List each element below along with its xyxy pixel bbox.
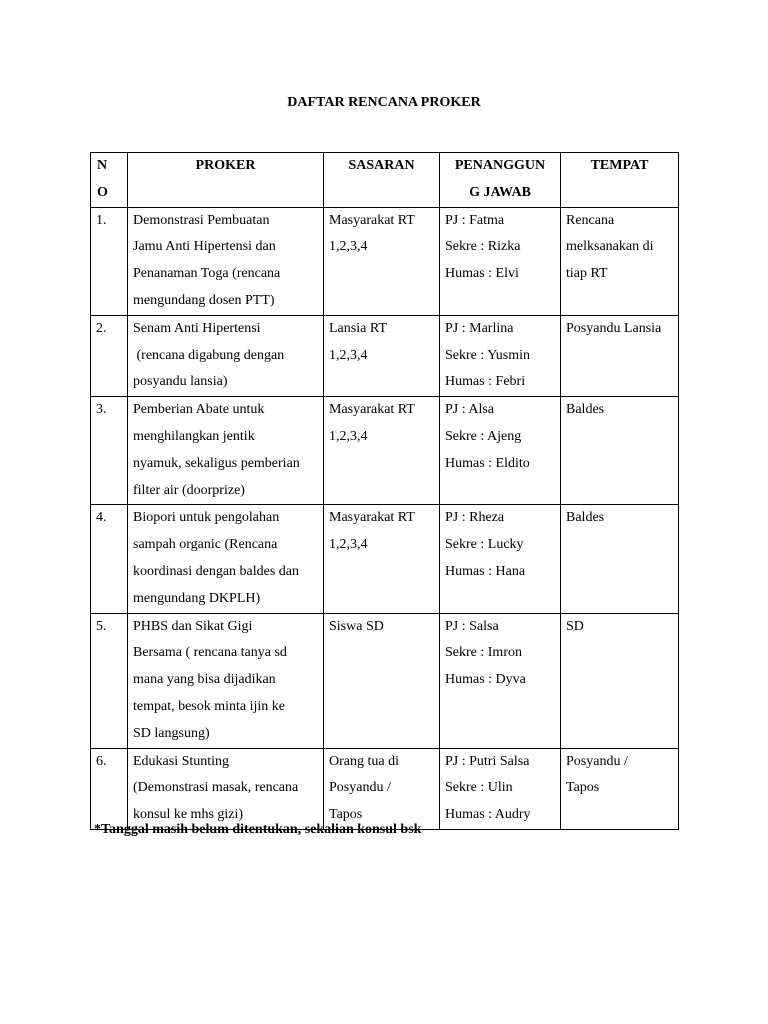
cell-penanggung-jawab <box>440 613 561 748</box>
cell-penanggung-jawab-line: PJ : Fatma <box>445 212 505 228</box>
cell-proker <box>128 315 324 396</box>
cell-sasaran-line: Masyarakat RT <box>329 402 415 418</box>
cell-sasaran-line: Siswa SD <box>329 618 384 634</box>
cell-proker-line: (rencana digabung dengan <box>133 347 285 363</box>
cell-penanggung-jawab-line: PJ : Marlina <box>445 320 514 336</box>
cell-tempat-line: SD <box>566 618 584 634</box>
cell-proker-line: PHBS dan Sikat Gigi <box>133 618 253 634</box>
cell-proker <box>128 748 324 829</box>
cell-no: 3. <box>91 397 128 505</box>
cell-tempat-line: Baldes <box>566 402 605 418</box>
cell-proker <box>128 397 324 505</box>
cell-sasaran <box>324 613 440 748</box>
cell-tempat <box>561 207 679 315</box>
cell-proker-line: menghilangkan jentik <box>133 428 255 444</box>
cell-sasaran-line: Masyarakat RT <box>329 510 415 526</box>
header-penanggung-jawab: PENANGGUN G JAWAB <box>440 153 561 208</box>
cell-sasaran-line: Orang tua di <box>329 753 399 769</box>
cell-tempat <box>561 613 679 748</box>
cell-tempat-line: Rencana <box>566 212 615 228</box>
cell-proker-line: Penanaman Toga (rencana <box>133 266 281 282</box>
cell-sasaran <box>324 207 440 315</box>
cell-penanggung-jawab-line: PJ : Putri Salsa <box>445 753 530 769</box>
table-row <box>91 748 679 829</box>
cell-proker-line: SD langsung) <box>133 725 210 741</box>
header-tempat: TEMPAT <box>561 153 679 208</box>
footnote: *Tanggal masih belum ditentukan, sekalian konsul bsk <box>94 822 422 837</box>
table-row <box>91 397 679 505</box>
cell-tempat-line: tiap RT <box>566 266 608 282</box>
cell-proker-line: mengundang dosen PTT) <box>133 292 275 308</box>
cell-penanggung-jawab <box>440 748 561 829</box>
cell-penanggung-jawab-line: Humas : Eldito <box>445 455 530 471</box>
cell-penanggung-jawab <box>440 315 561 396</box>
cell-penanggung-jawab-line: PJ : Rheza <box>445 510 505 526</box>
cell-proker-line: Bersama ( rencana tanya sd <box>133 645 287 661</box>
table-row <box>91 315 679 396</box>
cell-sasaran-line: 1,2,3,4 <box>329 428 368 444</box>
cell-proker-line: konsul ke mhs gizi) <box>133 807 244 823</box>
cell-penanggung-jawab-line: Humas : Audry <box>445 807 531 823</box>
cell-sasaran <box>324 397 440 505</box>
cell-sasaran <box>324 505 440 613</box>
cell-sasaran <box>324 748 440 829</box>
cell-proker-line: (Demonstrasi masak, rencana <box>133 780 299 796</box>
cell-penanggung-jawab <box>440 505 561 613</box>
header-no: N O <box>91 153 128 208</box>
cell-sasaran-line: 1,2,3,4 <box>329 239 368 255</box>
cell-no: 5. <box>91 613 128 748</box>
table-row <box>91 613 679 748</box>
cell-penanggung-jawab-line: Humas : Dyva <box>445 672 526 688</box>
cell-penanggung-jawab-line: Humas : Elvi <box>445 266 519 282</box>
cell-penanggung-jawab-line: Sekre : Lucky <box>445 537 524 553</box>
cell-penanggung-jawab <box>440 397 561 505</box>
cell-penanggung-jawab-line: Humas : Hana <box>445 563 526 579</box>
table-row <box>91 207 679 315</box>
cell-sasaran-line: 1,2,3,4 <box>329 347 368 363</box>
cell-sasaran-line: 1,2,3,4 <box>329 537 368 553</box>
cell-penanggung-jawab-line: Sekre : Imron <box>445 645 522 661</box>
cell-penanggung-jawab-line: Sekre : Ulin <box>445 780 513 796</box>
cell-proker-line: koordinasi dengan baldes dan <box>133 563 300 579</box>
cell-penanggung-jawab-line: Sekre : Ajeng <box>445 428 522 444</box>
cell-proker-line: Jamu Anti Hipertensi dan <box>133 239 276 255</box>
cell-proker-line: mana yang bisa dijadikan <box>133 672 276 688</box>
cell-tempat-line: Posyandu / <box>566 753 628 769</box>
cell-tempat-line: Posyandu Lansia <box>566 320 662 336</box>
proker-table <box>90 152 679 830</box>
cell-proker <box>128 505 324 613</box>
cell-no: 6. <box>91 748 128 829</box>
cell-proker-line: sampah organic (Rencana <box>133 537 278 553</box>
cell-sasaran-line: Tapos <box>329 807 363 823</box>
cell-proker-line: Biopori untuk pengolahan <box>133 510 280 526</box>
table-body <box>91 207 679 829</box>
cell-proker <box>128 207 324 315</box>
cell-tempat-line: melksanakan di <box>566 239 654 255</box>
cell-proker-line: posyandu lansia) <box>133 374 228 390</box>
cell-proker-line: tempat, besok minta ijin ke <box>133 698 286 714</box>
header-sasaran: SASARAN <box>324 153 440 208</box>
cell-penanggung-jawab-line: Sekre : Rizka <box>445 239 521 255</box>
cell-proker-line: Edukasi Stunting <box>133 753 230 769</box>
cell-proker-line: filter air (doorprize) <box>133 482 245 498</box>
cell-penanggung-jawab-line: Sekre : Yusmin <box>445 347 531 363</box>
cell-penanggung-jawab-line: Humas : Febri <box>445 374 526 390</box>
cell-sasaran-line: Masyarakat RT <box>329 212 415 228</box>
cell-penanggung-jawab-line: PJ : Salsa <box>445 618 499 634</box>
cell-penanggung-jawab <box>440 207 561 315</box>
cell-tempat <box>561 315 679 396</box>
cell-tempat <box>561 748 679 829</box>
cell-sasaran <box>324 315 440 396</box>
cell-proker-line: nyamuk, sekaligus pemberian <box>133 455 300 471</box>
cell-penanggung-jawab-line: PJ : Alsa <box>445 402 495 418</box>
cell-tempat-line: Baldes <box>566 510 605 526</box>
cell-sasaran-line: Lansia RT <box>329 320 387 336</box>
page-title: DAFTAR RENCANA PROKER <box>287 95 481 110</box>
table-header-row <box>91 153 679 208</box>
cell-proker-line: Demonstrasi Pembuatan <box>133 212 270 228</box>
cell-proker-line: Senam Anti Hipertensi <box>133 320 261 336</box>
cell-tempat <box>561 397 679 505</box>
cell-sasaran-line: Posyandu / <box>329 780 391 796</box>
header-proker: PROKER <box>128 153 324 208</box>
cell-proker-line: Pemberian Abate untuk <box>133 402 265 418</box>
cell-no: 1. <box>91 207 128 315</box>
cell-no: 4. <box>91 505 128 613</box>
cell-tempat <box>561 505 679 613</box>
cell-proker <box>128 613 324 748</box>
table-row <box>91 505 679 613</box>
cell-tempat-line: Tapos <box>566 780 600 796</box>
cell-no: 2. <box>91 315 128 396</box>
cell-proker-line: mengundang DKPLH) <box>133 590 261 606</box>
